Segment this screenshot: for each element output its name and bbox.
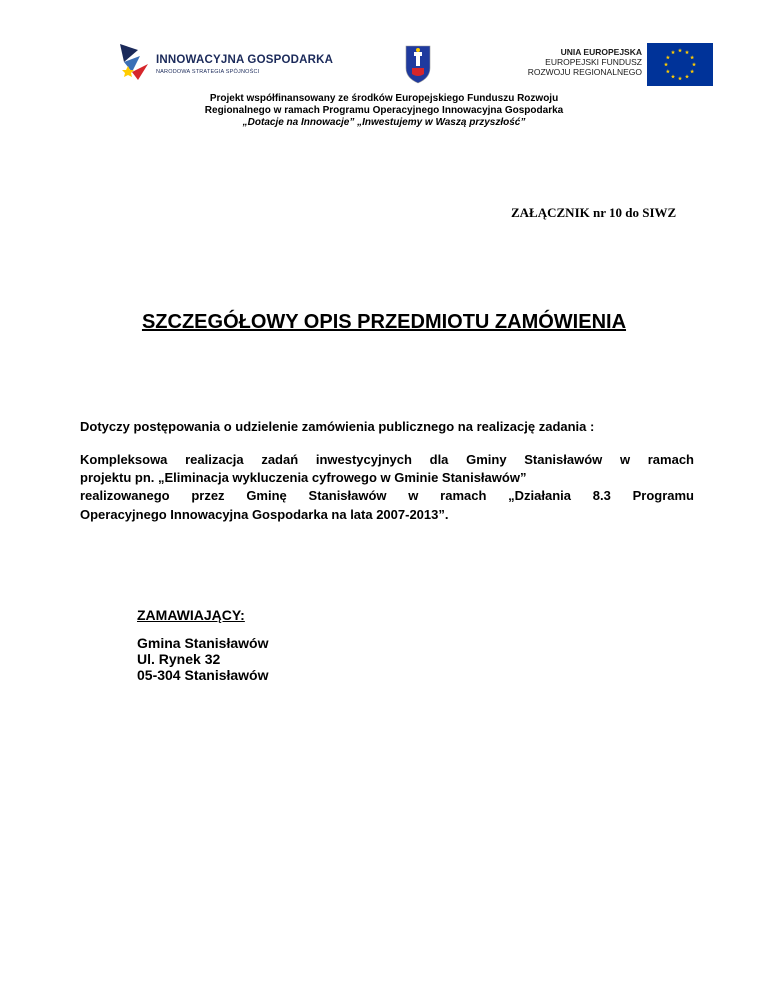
- document-title: SZCZEGÓŁOWY OPIS PRZEDMIOTU ZAMÓWIENIA: [141, 311, 627, 333]
- client-name: Gmina Stanisławów: [137, 635, 269, 651]
- annex-label: ZAŁĄCZNIK nr 10 do SIWZ: [511, 205, 677, 220]
- ig-logo-icon: [118, 42, 152, 82]
- cofinancing-line-3: „Dotacje na Innowacje” „Inwestujemy w Waszą przyszłość”: [242, 117, 526, 128]
- procedure-statement: Dotyczy postępowania o udzielenie zamówienia publicznego na realizację zadania :: [80, 419, 595, 434]
- description-line: Operacyjnego Innowacyjna Gospodarka na lata 2007-2013”.: [80, 507, 449, 522]
- eu-line-1: UNIA EUROPEJSKA: [560, 47, 642, 57]
- cofinancing-line-1: Projekt współfinansowany ze środków Europejskiego Funduszu Rozwoju: [209, 93, 559, 104]
- description-line: projektu pn. „Eliminacja wykluczenia cyfrowego w Gminie Stanisławów”: [80, 470, 527, 485]
- municipality-crest: [403, 42, 433, 86]
- cofinancing-line-2: Regionalnego w ramach Programu Operacyjnego Innowacyjna Gospodarka: [204, 105, 564, 116]
- description-line: realizowanego przez Gminę Stanisławów w ramach „Działania 8.3 Programu: [80, 488, 694, 503]
- client-city: 05-304 Stanisławów: [137, 667, 269, 683]
- innowacyjna-gospodarka-logo: [118, 42, 334, 84]
- client-heading: ZAMAWIAJĄCY:: [137, 607, 245, 623]
- ig-logo-subtitle: NARODOWA STRATEGIA SPÓJNOŚCI: [156, 69, 260, 75]
- eu-flag: [647, 43, 713, 86]
- eu-line-2: EUROPEJSKI FUNDUSZ: [545, 57, 642, 67]
- description-line: Kompleksowa realizacja zadań inwestycyjnych dla Gminy Stanisławów w ramach: [80, 452, 694, 467]
- ig-logo-name: INNOWACYJNA GOSPODARKA: [156, 54, 334, 66]
- cofinancing-header: [0, 93, 768, 129]
- eu-logo-text: [520, 47, 642, 77]
- eu-line-3: ROZWOJU REGIONALNEGO: [527, 67, 642, 77]
- client-street: Ul. Rynek 32: [137, 651, 221, 667]
